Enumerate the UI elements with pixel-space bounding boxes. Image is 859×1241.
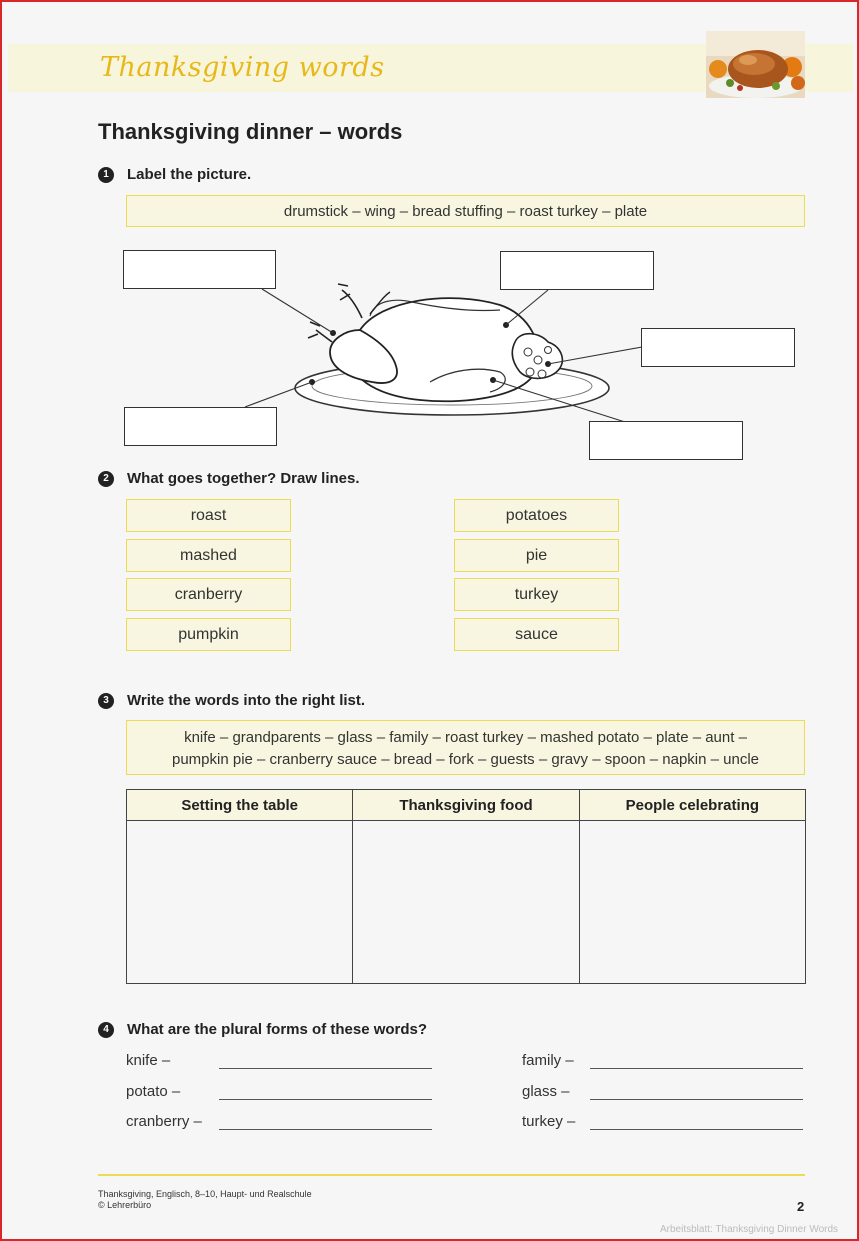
plural-knife: knife – — [126, 1052, 171, 1069]
answer-line-family[interactable] — [590, 1068, 803, 1069]
footer-line-2: © Lehrerbüro — [98, 1200, 152, 1210]
task-3-words-line-2: pumpkin pie – cranberry sauce – bread – fork – guests – gravy – spoon – napkin – uncle — [171, 751, 760, 768]
task-2-instruction: What goes together? Draw lines. — [127, 470, 360, 487]
plural-cranberry: cranberry – — [126, 1113, 202, 1130]
answer-line-turkey[interactable] — [590, 1129, 803, 1130]
task-4-number: 4 — [98, 1022, 114, 1038]
label-box-top-left[interactable] — [123, 250, 276, 289]
cell-people-celebrating[interactable] — [579, 821, 805, 984]
page-heading: Thanksgiving dinner – words — [98, 119, 403, 144]
match-right-sauce[interactable]: sauce — [454, 618, 619, 651]
task-4-heading — [98, 1021, 427, 1038]
task-3-word-box — [126, 720, 805, 775]
answer-line-glass[interactable] — [590, 1099, 803, 1100]
page-number: 2 — [797, 1199, 805, 1214]
plural-family: family – — [522, 1052, 574, 1069]
column-people-celebrating: People celebrating — [579, 790, 805, 821]
plural-glass: glass – — [522, 1083, 570, 1100]
task-1-word-box: drumstick – wing – bread stuffing – roast turkey – plate — [126, 195, 805, 227]
footer-line-1: Thanksgiving, Englisch, 8–10, Haupt- und Realschule — [98, 1189, 312, 1199]
task-2-heading — [98, 470, 360, 487]
match-right-potatoes[interactable]: potatoes — [454, 499, 619, 532]
task-4-instruction: What are the plural forms of these words? — [127, 1021, 428, 1038]
cell-thanksgiving-food[interactable] — [353, 821, 579, 984]
column-thanksgiving-food: Thanksgiving food — [353, 790, 579, 821]
turkey-drawing — [0, 0, 859, 470]
match-left-mashed[interactable]: mashed — [126, 539, 291, 572]
task-2-number: 2 — [98, 471, 114, 487]
task-3-words-line-1: knife – grandparents – glass – family – roast turkey – mashed potato – plate – aunt – — [184, 729, 747, 746]
label-box-top-right[interactable] — [500, 251, 654, 290]
task-3-instruction: Write the words into the right list. — [127, 692, 366, 709]
answer-line-knife[interactable] — [219, 1068, 432, 1069]
footer-divider — [98, 1174, 805, 1176]
match-left-cranberry[interactable]: cranberry — [126, 578, 291, 611]
task-1-instruction: Label the picture. — [127, 166, 252, 183]
task-3-heading — [98, 692, 365, 709]
column-setting-the-table: Setting the table — [127, 790, 353, 821]
match-right-turkey[interactable]: turkey — [454, 578, 619, 611]
word-list-table — [126, 789, 806, 984]
plural-potato: potato – — [126, 1083, 181, 1100]
match-left-pumpkin[interactable]: pumpkin — [126, 618, 291, 651]
watermark: Arbeitsblatt: Thanksgiving Dinner Words — [660, 1224, 839, 1235]
plural-turkey: turkey – — [522, 1113, 576, 1130]
label-box-bottom-left[interactable] — [124, 407, 277, 446]
label-box-bottom-right[interactable] — [589, 421, 743, 460]
cell-setting-the-table[interactable] — [127, 821, 353, 984]
header-title: Thanksgiving words — [100, 52, 385, 83]
task-3-number: 3 — [98, 693, 114, 709]
match-left-roast[interactable]: roast — [126, 499, 291, 532]
footer-text — [98, 1189, 312, 1211]
answer-line-potato[interactable] — [219, 1099, 432, 1100]
answer-line-cranberry[interactable] — [219, 1129, 432, 1130]
task-1-number: 1 — [98, 167, 114, 183]
match-right-pie[interactable]: pie — [454, 539, 619, 572]
label-box-right[interactable] — [641, 328, 795, 367]
